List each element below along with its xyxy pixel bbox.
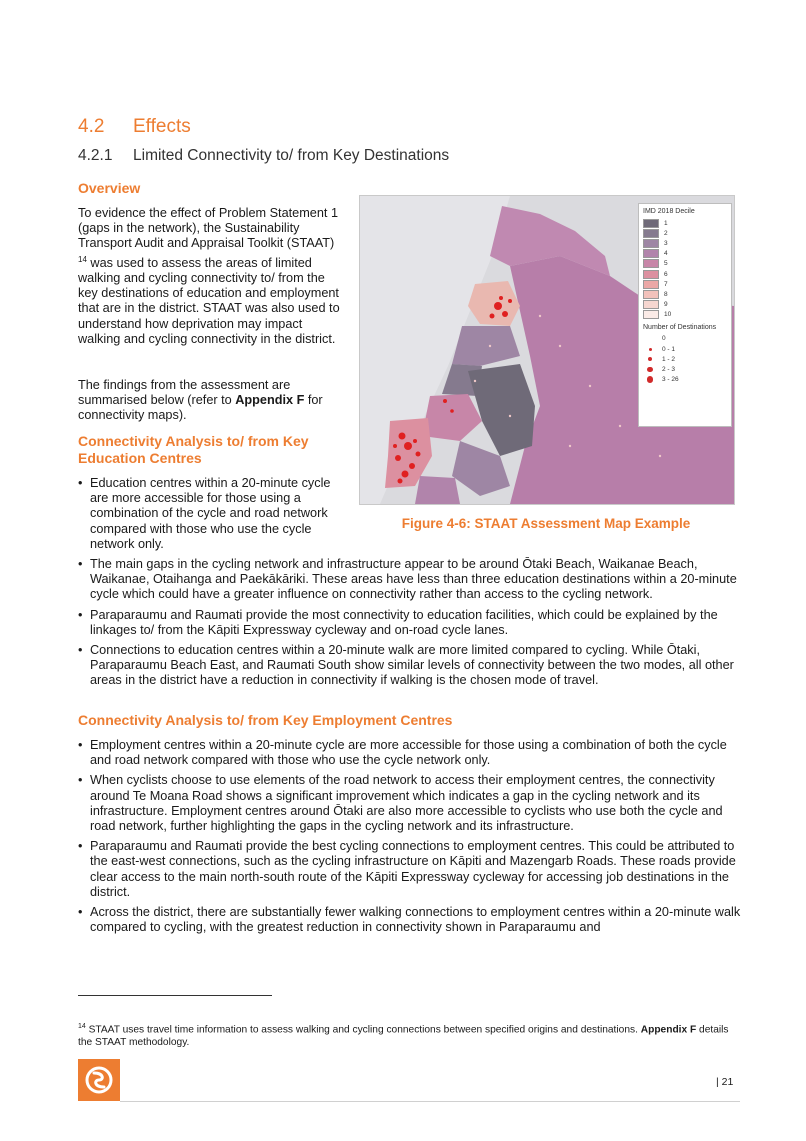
subsection-heading (78, 147, 449, 165)
company-logo (78, 1059, 120, 1101)
legend-swatch (643, 280, 659, 289)
education-bullet-list-2 (78, 557, 744, 694)
legend-destination-label: 0 (662, 335, 666, 343)
list-item: • Employment centres within a 20-minute cycle are more accessible for those using a combination of both the cycle and road network compared with those who use the cycle network only. (78, 738, 744, 768)
education-bullet-list-1 (78, 476, 343, 557)
overview-paragraph-1 (78, 206, 346, 347)
legend-swatch (643, 290, 659, 299)
section-title: Effects (133, 116, 191, 137)
overview-para1-text-a: To evidence the effect of Problem Statement 1 (gaps in the network), the Sustainability Transport Audit and Appraisal Toolkit (STAAT) (78, 206, 339, 251)
legend-swatch (643, 249, 659, 258)
footnote-text-a: STAAT uses travel time information to assess walking and cycling connections between specified origins and destinations. (85, 1024, 641, 1036)
legend-decile-row (643, 228, 731, 238)
legend-decile-label: 9 (664, 301, 668, 309)
footnote-appendix-reference[interactable]: Appendix F (640, 1024, 697, 1036)
legend-swatch (643, 300, 659, 309)
legend-decile-label: 2 (664, 229, 668, 237)
legend-decile-label: 6 (664, 270, 668, 278)
list-item: • Across the district, there are substantially fewer walking connections to employment centres within a 20-minute walk compared to cycling, with the greatest reduction in connectivity shown in Paraparaumu and (78, 905, 744, 935)
legend-decile-row (643, 289, 731, 299)
destination-dot-icon (643, 367, 657, 372)
list-item: • Connections to education centres within a 20-minute walk are more limited compared to cycling. While Ōtaki, Paraparaumu Beach East, and Raumati South show similar levels of connectivity between the two modes, all other areas in the district have a reduction in connectivity if walking is the chosen mode of travel. (78, 643, 744, 689)
legend-decile-label: 7 (664, 280, 668, 288)
destinations-legend-title: Number of Destinations (643, 323, 717, 331)
overview-paragraph-2 (78, 378, 346, 424)
legend-decile-row (643, 279, 731, 289)
section-heading (78, 116, 191, 138)
footnote-text-b: details the STAAT methodology. (78, 1024, 729, 1049)
legend-destination-row (643, 375, 731, 385)
destination-dot-icon (643, 348, 657, 351)
legend-decile-label: 4 (664, 250, 668, 258)
legend-swatch (643, 270, 659, 279)
overview-para2-text-b: for connectivity maps). (78, 393, 323, 423)
legend-title: IMD 2018 Decile (643, 208, 695, 215)
legend-swatch (643, 219, 659, 228)
legend-decile-row (643, 259, 731, 269)
legend-destination-label: 2 - 3 (662, 366, 676, 374)
logo-icon (78, 1059, 120, 1101)
overview-para2-text-a: The findings from the assessment are summarised below (refer to (78, 378, 291, 408)
legend-decile-row (643, 300, 731, 310)
footnote-ref[interactable]: 14 (78, 254, 87, 264)
employment-bullet-list (78, 738, 744, 940)
list-item: • Paraparaumu and Raumati provide the best cycling connections to employment centres. This could be attributed to the east-west connections, such as the cycling infrastructure on Kāpiti and Mazengarb Roads. These roads provide clear access to the main north-south route of the Kāpiti Expressway cycleway for accessing job destinations in the district. (78, 839, 744, 900)
overview-heading: Overview (78, 180, 141, 196)
legend-swatch (643, 229, 659, 238)
legend-decile-row (643, 269, 731, 279)
footnote-number: 14 (78, 1023, 86, 1030)
education-heading: Connectivity Analysis to/ from Key Education Centres (78, 433, 309, 466)
legend-decile-label: 5 (664, 260, 668, 268)
legend-destination-label: 0 - 1 (662, 345, 676, 353)
legend-destination-row (643, 364, 731, 374)
legend-destination-label: 1 - 2 (662, 355, 676, 363)
list-item: • The main gaps in the cycling network and infrastructure appear to be around Ōtaki Beach, Waikanae Beach, Waikanae, Otaihanga and Paekākāriki. These areas have less than three education destinations within a 20-minute cycle which could have a greater influence on connectivity rather than access to the cycling network. (78, 557, 744, 603)
legend-decile-row (643, 310, 731, 320)
legend-decile-row (643, 218, 731, 228)
subsection-title: Limited Connectivity to/ from Key Destinations (133, 147, 450, 164)
staat-map-figure (359, 195, 735, 505)
destination-dot-icon (643, 376, 657, 383)
footnote (78, 1020, 744, 1049)
legend-destination-row (643, 344, 731, 354)
list-item: • When cyclists choose to use elements of the road network to access their employment centres, the connectivity around Te Moana Road shows a significant improvement which indicates a gap in the cycling network and its infrastructure. Employment centres around Ōtaki are also more accessible to cyclists who use both the cycle and road network, further highlighting the gaps in the cycling network and its infrastructure. (78, 773, 744, 834)
destination-dot-icon (643, 357, 657, 361)
legend-swatch (643, 259, 659, 268)
legend-destination-row (643, 334, 731, 344)
section-number: 4.2 (78, 116, 105, 137)
list-item: • Paraparaumu and Raumati provide the most connectivity to education facilities, which could be explained by the linkages to/ from the Kāpiti Expressway cycleway and on-road cycle lanes. (78, 608, 744, 638)
legend-swatch (643, 239, 659, 248)
page-number-value: 21 (721, 1076, 734, 1088)
legend-destination-label: 3 - 26 (662, 376, 679, 384)
subsection-number: 4.2.1 (78, 147, 113, 164)
overview-para1-text-b: was used to assess the areas of limited walking and cycling connectivity to/ from the key destinations of education and employment that are in the district. STAAT was also used to understand how deprivation may impact walking and cycling connectivity in the district. (78, 255, 340, 346)
legend-decile-label: 8 (664, 290, 668, 298)
list-item: • Education centres within a 20-minute cycle are more accessible for those using a combination of the cycle and road network compared with those who use the cycle network only. (78, 476, 343, 552)
legend-decile-label: 10 (664, 311, 672, 319)
legend-decile-label: 3 (664, 239, 668, 247)
legend-decile-label: 1 (664, 219, 668, 227)
footnote-divider (78, 995, 272, 996)
map-legend (638, 203, 732, 427)
figure-caption: Figure 4-6: STAAT Assessment Map Example (401, 516, 691, 531)
appendix-f-reference[interactable]: Appendix F (235, 393, 305, 408)
legend-swatch (643, 310, 659, 319)
legend-destination-row (643, 354, 731, 364)
legend-decile-row (643, 249, 731, 259)
footer-line (120, 1101, 740, 1102)
page-number: | 21 (716, 1076, 734, 1088)
legend-decile-row (643, 238, 731, 248)
employment-heading: Connectivity Analysis to/ from Key Employment Centres (78, 712, 453, 728)
